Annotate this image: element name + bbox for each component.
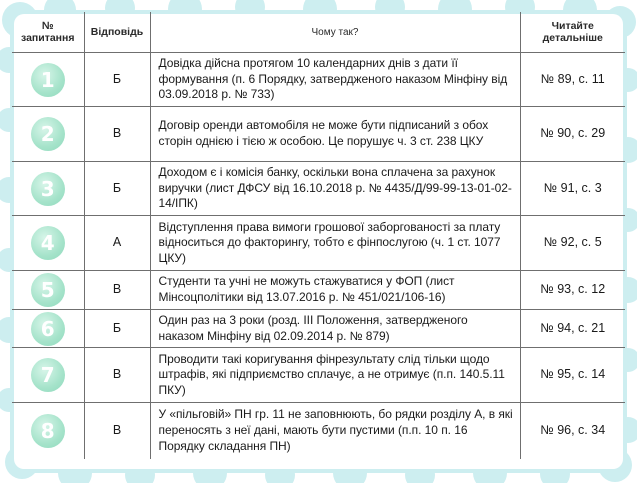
- header-why: Чому так?: [150, 12, 520, 53]
- answer-cell: В: [84, 107, 150, 162]
- explanation-cell: Довідка дійсна протягом 10 календарних днів з дати її формування (п. 6 Порядку, затвердженого наказом Мінфіну від 03.09.2018 р. № 733): [150, 53, 520, 107]
- answer-cell: Б: [84, 162, 150, 216]
- header-question-number: № запитання: [12, 12, 84, 53]
- header-answer: Відповідь: [84, 12, 150, 53]
- table-row: [12, 271, 625, 310]
- answer-cell: Б: [84, 53, 150, 107]
- table-row: [12, 348, 625, 403]
- table-row: [12, 310, 625, 348]
- answer-cell: В: [84, 348, 150, 403]
- reference-cell: № 91, с. 3: [520, 162, 625, 216]
- reference-cell: № 90, с. 29: [520, 107, 625, 162]
- question-number-badge: 7: [31, 358, 65, 392]
- reference-cell: № 95, с. 14: [520, 348, 625, 403]
- question-number-badge: 2: [31, 117, 65, 151]
- question-number-badge: 4: [31, 226, 65, 260]
- table-row: [12, 403, 625, 459]
- question-number-badge: 8: [31, 414, 65, 448]
- answer-cell: В: [84, 271, 150, 310]
- explanation-cell: Студенти та учні не можуть стажуватися у ФОП (лист Мінсоцполітики від 13.07.2016 р. № 451/021/106-16): [150, 271, 520, 310]
- header-read-more: Читайте детальніше: [520, 12, 625, 53]
- answer-cell: А: [84, 216, 150, 271]
- explanation-cell: Відступлення права вимоги грошової заборгованості за плату відноситься до факторингу, тобто є фінпослугою (ч. 1 ст. 1077 ЦКУ): [150, 216, 520, 271]
- question-number-badge: 5: [31, 273, 65, 307]
- table-row: [12, 162, 625, 216]
- answers-table-panel: [12, 12, 625, 471]
- answer-cell: В: [84, 403, 150, 459]
- explanation-cell: Один раз на 3 роки (розд. ІІІ Положення, затвердженого наказом Мінфіну від 02.09.2014 р. № 879): [150, 310, 520, 348]
- explanation-cell: Договір оренди автомобіля не може бути підписаний з обох сторін однією і тією ж особою. Це порушує ч. 3 ст. 238 ЦКУ: [150, 107, 520, 162]
- reference-cell: № 89, с. 11: [520, 53, 625, 107]
- explanation-cell: У «пільговій» ПН гр. 11 не заповнюють, бо рядки розділу А, в які переносять з неї дані, мають бути пустими (п.п. 10 п. 16 Порядку складання ПН): [150, 403, 520, 459]
- answers-table: [12, 12, 625, 459]
- answer-cell: Б: [84, 310, 150, 348]
- table-header-row: [12, 12, 625, 53]
- table-row: [12, 107, 625, 162]
- reference-cell: № 92, с. 5: [520, 216, 625, 271]
- question-number-badge: 6: [31, 312, 65, 346]
- explanation-cell: Проводити такі коригування фінрезультату слід тільки щодо штрафів, які підприємство сплачує, а не отримує (п.п. 140.5.11 ПКУ): [150, 348, 520, 403]
- reference-cell: № 93, с. 12: [520, 271, 625, 310]
- table-row: [12, 53, 625, 107]
- question-number-badge: 1: [31, 63, 65, 97]
- reference-cell: № 96, с. 34: [520, 403, 625, 459]
- explanation-cell: Доходом є і комісія банку, оскільки вона сплачена за рахунок виручки (лист ДФСУ від 16.10.2018 р. № 4435/Д/99-99-13-01-02-14/ІПК): [150, 162, 520, 216]
- table-row: [12, 216, 625, 271]
- question-number-badge: 3: [31, 172, 65, 206]
- reference-cell: № 94, с. 21: [520, 310, 625, 348]
